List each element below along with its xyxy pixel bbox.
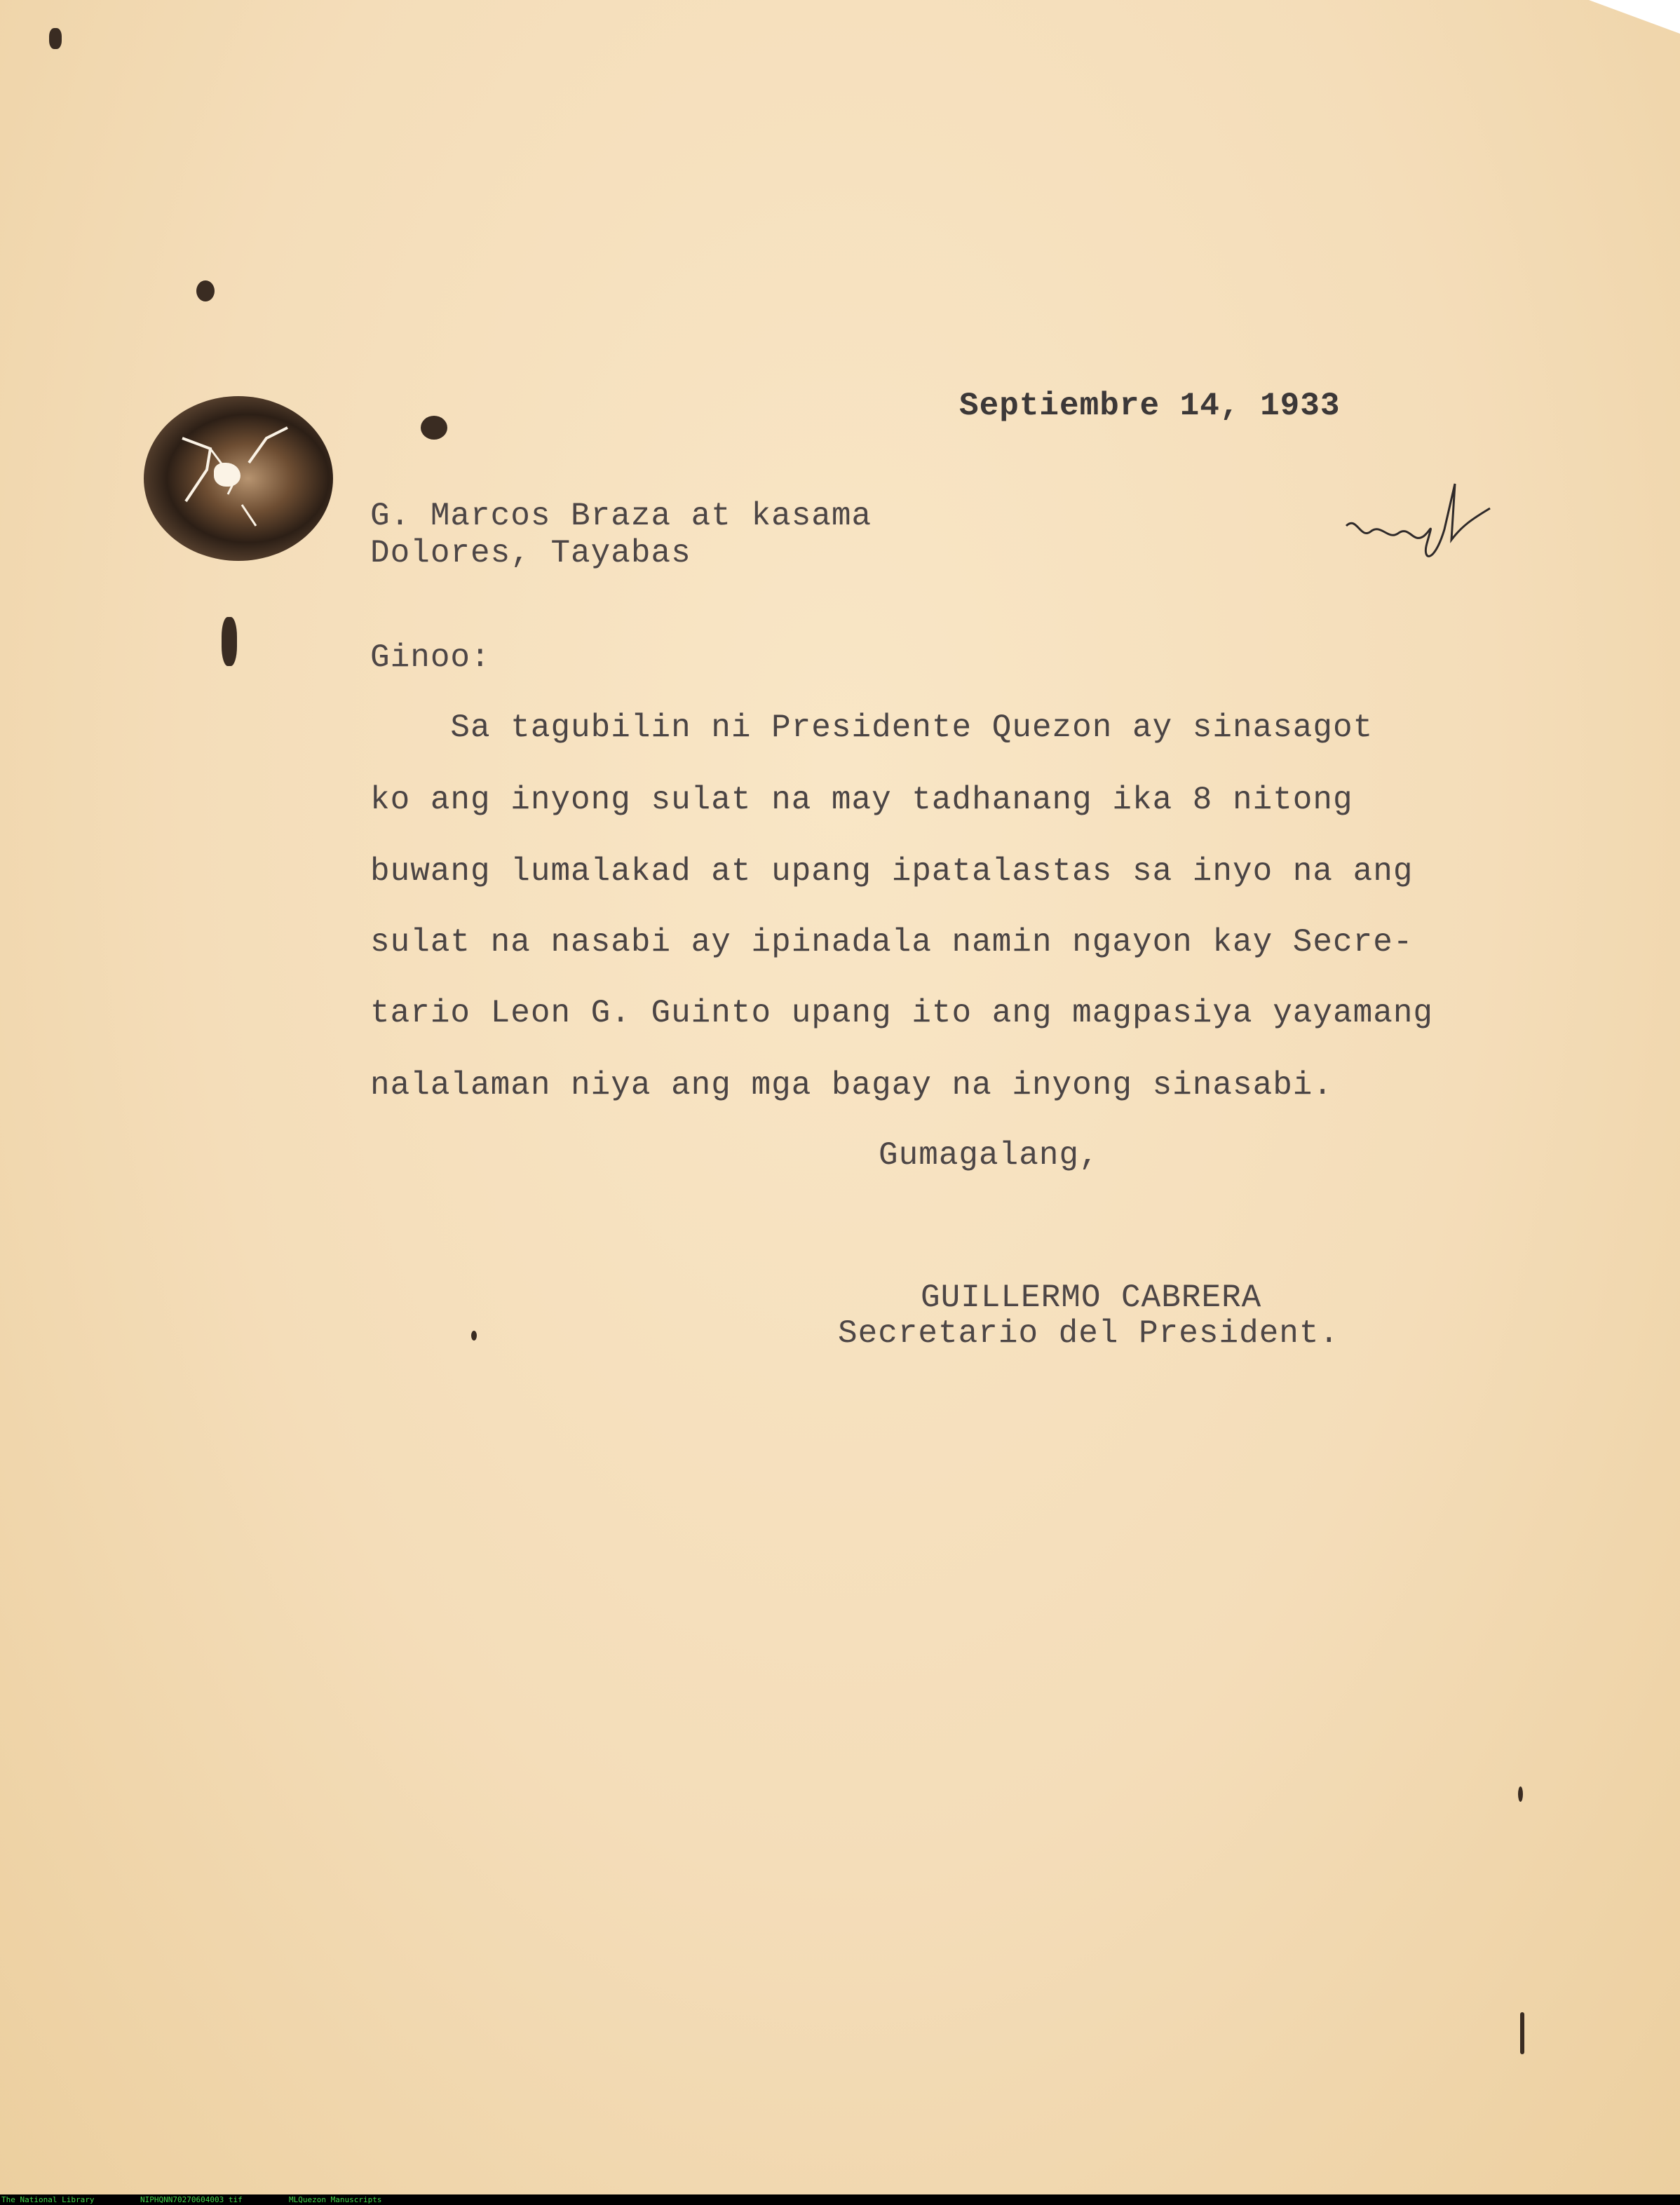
ink-spot — [421, 416, 447, 440]
burn-crack-marks — [144, 396, 333, 561]
body-line-3: buwang lumalakad at upang ipatalastas sa inyo na ang — [370, 853, 1414, 890]
body-line-4: sulat na nasabi ay ipinadala namin ngayon kay Secre- — [370, 924, 1414, 961]
paper-corner — [1589, 0, 1680, 34]
recipient-name: G. Marcos Braza at kasama — [370, 498, 872, 534]
body-line-1: Sa tagubilin ni Presidente Quezon ay sinasagot — [370, 710, 1374, 746]
body-line-2: ko ang inyong sulat na may tadhanang ika 8 nitong — [370, 782, 1353, 818]
salutation: Ginoo: — [370, 639, 491, 676]
ink-spot — [1520, 2012, 1524, 2054]
closing: Gumagalang, — [879, 1137, 1099, 1174]
ink-spot — [196, 280, 215, 301]
signature-name: GUILLERMO CABRERA — [921, 1280, 1262, 1316]
recipient-location: Dolores, Tayabas — [370, 535, 691, 571]
handwritten-initials — [1339, 477, 1501, 568]
ink-spot — [1518, 1786, 1523, 1802]
body-line-5: tario Leon G. Guinto upang ito ang magpasiya yayamang — [370, 995, 1434, 1031]
body-line-6: nalalaman niya ang mga bagay na inyong sinasabi. — [370, 1067, 1334, 1104]
ink-spot — [222, 617, 237, 666]
signature-title: Secretario del President. — [838, 1315, 1340, 1352]
ink-spot — [49, 28, 62, 49]
letter-date: Septiembre 14, 1933 — [959, 388, 1341, 424]
ink-spot — [471, 1331, 477, 1341]
footer-file: NIPHQNN70270604003 tif — [140, 2195, 243, 2204]
scan-footer — [0, 2194, 1680, 2205]
footer-library: The National Library — [1, 2195, 95, 2204]
footer-collection: MLQuezon Manuscripts — [289, 2195, 382, 2204]
